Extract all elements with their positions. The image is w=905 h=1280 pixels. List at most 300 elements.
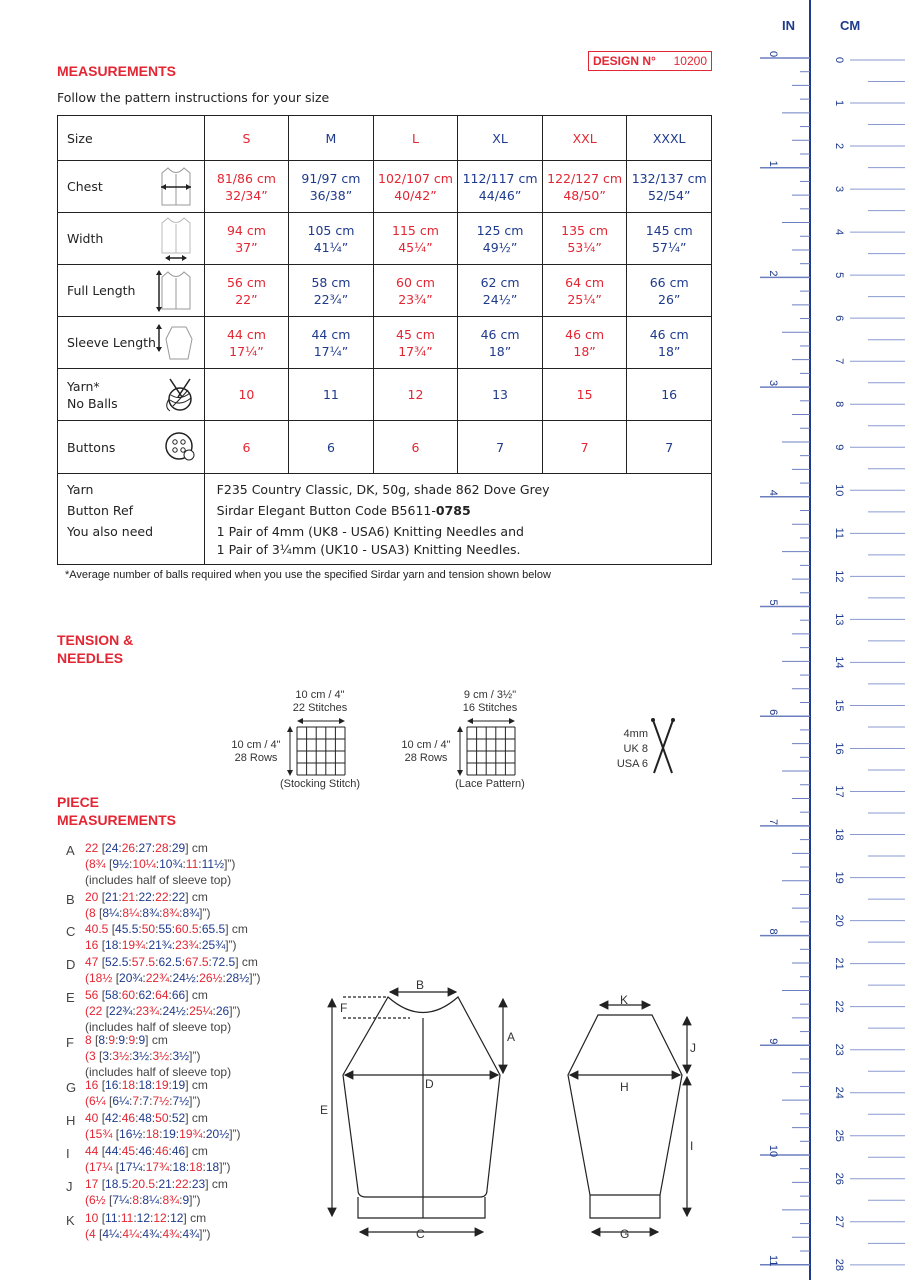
measure-row [58,265,712,317]
label-a: A [507,1030,516,1044]
measure-cell [458,213,543,265]
size-table [57,115,712,565]
cm-value: 60 cm [396,274,435,290]
row-label-text: Full Length [67,283,136,298]
piece-cm: 8 [8:9:9:9:9] cm [85,1033,168,1047]
swatch-rows: 28 Rows [234,752,278,764]
size-value: 9½ [112,857,130,871]
measure-row [58,161,712,213]
width-diagram-icon [156,217,196,261]
inch-value: 22” [235,291,258,307]
piece-inches: (8¾ [9½:10¼:10¾:11:11½]”) [85,857,236,871]
size-value: 6¼ [112,1094,130,1108]
piece-letter: K [66,1213,75,1228]
cm-number: 18 [833,828,845,841]
inch-number: 0 [767,50,779,58]
inch-value: 36/38” [309,187,353,203]
inch-value: 18” [573,343,596,359]
yarn-label [58,369,205,421]
size-value: 10 [85,1211,99,1225]
piece-letter: I [66,1146,70,1161]
inch-number: 11 [767,1254,779,1267]
size-value: 3 [102,1049,110,1063]
size-xxl: XXL [542,116,627,161]
ruler [750,0,905,1280]
size-value: 3½ [172,1049,190,1063]
piece-inches: (17¼ [17¼:17¾:18:18:18]”) [85,1160,231,1174]
swatch-width-text: 10 cm / 4" [295,689,345,701]
size-value: 27 [138,841,152,855]
piece-letter: J [66,1179,73,1194]
row-label-text: Chest [67,179,103,194]
size-value: 7½ [152,1094,170,1108]
size-value: 17¾ [145,1160,170,1174]
size-value: 52 [171,1111,186,1125]
piece-letter: F [66,1035,74,1050]
ruler-in-label: IN [782,18,795,33]
size-value: 67.5 [185,955,209,969]
swatch-stitches: 16 Stitches [462,702,518,714]
size-value: 20.5 [131,1177,156,1191]
cm-number: 22 [833,1000,845,1013]
size-value: 8¼ [122,906,140,920]
buttons-label-text: Buttons [67,439,116,455]
piece-cm: 47 [52.5:57.5:62.5:67.5:72.5] cm [85,955,258,969]
piece-cm: 17 [18.5:20.5:21:22:23] cm [85,1177,228,1191]
size-value: 18 [172,1160,186,1174]
inch-value: 52/54” [647,187,691,203]
size-value: 22 [85,841,99,855]
size-value: 18 [121,1078,136,1092]
size-value: 44 [85,1144,99,1158]
paren: ( [85,857,89,871]
size-value: 23¾ [135,1004,160,1018]
buttons-row [58,421,712,474]
size-value: 56 [85,988,99,1002]
tension-title [57,631,133,667]
size-value: 18 [105,938,119,952]
size-value: 42 [105,1111,119,1125]
inch-value: 25¼” [567,291,602,307]
cm-number: 14 [833,656,845,669]
size-value: 46 [138,1144,152,1158]
inch-number: 3 [767,380,779,387]
size-value: 19 [155,1078,169,1092]
size-value: 20¾ [119,971,143,985]
size-value: 3½ [152,1049,170,1063]
swatch-rows: 28 Rows [404,752,448,764]
measure-cell [289,213,374,265]
yarn-xl: 13 [458,369,543,421]
size-value: 58 [105,988,119,1002]
size-value: 50 [141,922,156,936]
ruler-cm-label: CM [840,18,861,33]
yarn-xxl: 15 [542,369,627,421]
yarn-l: 12 [373,369,458,421]
piece-cm: 22 [24:26:27:28:29] cm [85,841,208,855]
yarn-m: 11 [289,369,374,421]
size-value: 3½ [132,1049,150,1063]
size-value: 8¾ [142,906,160,920]
cm-number: 28 [833,1258,845,1271]
swatch-height [400,739,452,765]
size-value: 7¼ [112,1193,130,1207]
size-value: 25¼ [189,1004,213,1018]
needles-1: 1 Pair of 4mm (UK8 - USA6) Knitting Needles and [216,524,524,539]
size-value: 72.5 [211,955,236,969]
inch-number: 2 [767,270,779,277]
piece-cm: 16 [16:18:18:19:19] cm [85,1078,208,1092]
size-value: 66 [171,988,186,1002]
measure-row [58,213,712,265]
size-value: 26½ [199,971,223,985]
cm-value: 105 cm [307,222,355,238]
size-value: 28 [155,841,169,855]
measure-row [58,317,712,369]
cm-value: 132/137 cm [631,170,707,186]
piece-note: (includes half of sleeve top) [85,1020,232,1034]
cm-number: 10 [833,484,845,497]
size-value: 18 [189,1160,203,1174]
size-value: 4¼ [102,1227,120,1241]
cm-value: 45 cm [396,326,435,342]
size-value: 15¾ [89,1127,113,1141]
size-value: 16½ [119,1127,143,1141]
measure-cell [373,317,458,369]
size-value: 17 [85,1177,99,1191]
yarn-s: 10 [204,369,289,421]
size-value: 9 [118,1033,126,1047]
size-value: 21¾ [148,938,172,952]
measure-cell [627,161,712,213]
inch-value: 40/42” [394,187,437,203]
swatch-height-text: 10 cm / 4" [401,739,451,751]
measurements-intro: Follow the pattern instructions for your size [57,90,330,105]
size-s: S [204,116,289,161]
buttons-xxl: 7 [542,421,627,474]
inch-value: 17¾” [398,343,433,359]
piece-cm: 20 [21:21:22:22:22] cm [85,890,208,904]
piece-letter: E [66,990,75,1005]
yarn-ref-label: Yarn [67,482,94,497]
size-value: 7 [142,1094,150,1108]
size-value: 22 [171,890,186,904]
buttons-s: 6 [204,421,289,474]
inch-number: 5 [767,599,779,606]
measure-cell [542,265,627,317]
piece-inches: (6½ [7¼:8:8¼:8¾:9]”) [85,1193,201,1207]
inch-number: 1 [767,160,779,167]
swatch-grid-icon [455,717,525,777]
size-value: 26 [121,841,136,855]
swatch-name: (Lace Pattern) [455,778,525,790]
size-value: 11 [120,1211,134,1225]
paren: ( [85,906,89,920]
piece-cm: 40.5 [45.5:50:55:60.5:65.5] cm [85,922,248,936]
size-value: 8 [89,906,96,920]
measurements-title: MEASUREMENTS [57,63,177,79]
cm-number: 9 [833,444,845,451]
size-value: 8¼ [142,1193,160,1207]
label-f: F [340,1001,348,1015]
size-value: 29 [171,841,186,855]
size-value: 21 [105,890,119,904]
size-value: 22 [138,890,152,904]
label-b: B [416,978,425,992]
cm-number: 19 [833,871,845,884]
also-need-label: You also need [67,524,154,539]
size-value: 4¾ [142,1227,160,1241]
size-value: 19¾ [121,938,146,952]
size-value: 18.5 [105,1177,129,1191]
size-m: M [289,116,374,161]
size-value: 46 [121,1111,136,1125]
sleeve-diagram-icon [156,321,196,365]
inch-value: 41¼” [313,239,349,255]
size-value: 6¼ [89,1094,106,1108]
cm-number: 11 [833,527,845,540]
piece-note: (includes half of sleeve top) [85,873,232,887]
piece-cm: 10 [11:11:12:12:12] cm [85,1211,207,1225]
measure-cell [458,161,543,213]
swatch-name: (Stocking Stitch) [279,778,361,790]
paren: ( [85,1094,89,1108]
size-value: 7 [132,1094,140,1108]
size-value: 28½ [225,971,250,985]
swatch-stitches: 22 Stitches [292,702,348,714]
cm-number: 5 [833,272,845,279]
needles-2: 1 Pair of 3¼mm (UK10 - USA3) Knitting Needles. [216,542,521,557]
size-value: 8 [132,1193,140,1207]
cm-value: 64 cm [565,274,605,290]
piece-title-1: PIECE [57,794,100,810]
footnote: *Average number of balls required when you use the specified Sirdar yarn and tension shown below [65,569,551,581]
measure-cell [542,161,627,213]
size-value: 11 [185,857,199,871]
size-value: 47 [85,955,99,969]
piece-inches: (15¾ [16½:18:19:19¾:20½]”) [85,1127,241,1141]
length-diagram-icon [156,269,196,313]
needle-sizes [612,727,648,772]
measure-cell [542,317,627,369]
row-label [58,213,205,265]
size-value: 25¾ [201,938,226,952]
buttons-xxxl: 7 [627,421,712,474]
row-label [58,317,205,369]
measure-cell [373,213,458,265]
size-value: 12 [170,1211,184,1225]
size-value: 8¾ [182,906,200,920]
yarn-label-2: No Balls [67,395,118,411]
paren: ( [85,1127,89,1141]
size-value: 8¾ [89,857,106,871]
yarn-ref: F235 Country Classic, DK, 50g, shade 862 Dove Grey [216,482,550,497]
materials-labels [58,474,205,565]
cm-number: 12 [833,570,845,583]
materials-values [204,474,711,565]
paren: ( [85,1049,89,1063]
size-value: 18 [138,1078,152,1092]
piece-cm: 40 [42:46:48:50:52] cm [85,1111,208,1125]
label-k: K [620,993,629,1007]
size-value: 65.5 [201,922,226,936]
size-value: 44 [105,1144,119,1158]
button-icon [164,431,196,463]
size-value: 24 [105,841,119,855]
size-value: 4 [89,1227,96,1241]
piece-inches: (22 [22¾:23¾:24½:25¼:26]”) [85,1004,241,1018]
size-value: 9 [108,1033,116,1047]
size-value: 57.5 [131,955,156,969]
size-value: 21 [158,1177,172,1191]
size-value: 4¾ [162,1227,180,1241]
cm-number: 16 [833,742,845,755]
size-label: Size [58,116,205,161]
paren: ( [85,971,89,985]
size-value: 23 [191,1177,206,1191]
buttons-label [58,421,205,474]
piece-inches: (18½ [20¾:22¾:24½:26½:28½]”) [85,971,261,985]
cm-value: 115 cm [392,222,439,238]
size-value: 19¾ [179,1127,203,1141]
cm-number: 27 [833,1215,845,1228]
size-value: 16 [85,1078,99,1092]
inch-value: 32/34” [225,187,268,203]
size-value: 7½ [172,1094,190,1108]
piece-letter: G [66,1080,77,1095]
inch-number: 6 [767,709,779,716]
button-ref-code: 0785 [435,503,471,518]
tension-title-2: NEEDLES [57,650,124,666]
size-value: 11 [105,1211,118,1225]
piece-letter: A [66,843,75,858]
cm-value: 62 cm [480,274,520,290]
inch-value: 45¼” [398,239,433,255]
size-value: 46 [155,1144,169,1158]
size-value: 11½ [201,857,225,871]
row-label [58,161,205,213]
yarn-row [58,369,712,421]
cm-value: 135 cm [561,222,609,238]
size-value: 22¾ [145,971,170,985]
piece-cm: 56 [58:60:62:64:66] cm [85,988,208,1002]
size-value: 16 [85,938,99,952]
size-value: 62.5 [158,955,182,969]
size-value: 60 [121,988,136,1002]
measure-cell [289,265,374,317]
swatch-grid-icon [285,717,355,777]
body-piece [332,992,503,1232]
row-label-text: Width [67,231,104,246]
inch-value: 24½” [482,291,518,307]
yarn-ball-icon [164,377,196,413]
inch-number: 9 [767,1038,779,1045]
cm-value: 46 cm [649,326,689,342]
inch-value: 26” [658,291,681,307]
cm-value: 66 cm [649,274,689,290]
cm-value: 125 cm [476,222,524,238]
size-value: 18 [145,1127,160,1141]
cm-number: 26 [833,1172,845,1185]
inch-number: 10 [767,1144,779,1158]
piece-inches: (6¼ [6¼:7:7:7½:7½]”) [85,1094,201,1108]
inch-value: 17¼” [229,343,264,359]
size-value: 26 [215,1004,230,1018]
cm-value: 122/127 cm [547,170,623,186]
chest-diagram-icon [156,165,196,209]
size-value: 20 [85,890,99,904]
cm-value: 46 cm [565,326,605,342]
design-number [588,51,712,71]
cm-value: 145 cm [645,222,693,238]
piece-cm: 44 [44:45:46:46:46] cm [85,1144,208,1158]
cm-value: 46 cm [480,326,520,342]
measure-cell [289,317,374,369]
size-value: 4¼ [122,1227,140,1241]
buttons-xl: 7 [458,421,543,474]
size-xxxl: XXXL [627,116,712,161]
size-value: 62 [138,988,152,1002]
size-value: 24½ [162,1004,186,1018]
size-value: 22 [175,1177,189,1191]
inch-number: 8 [767,928,779,935]
cm-value: 81/86 cm [216,170,276,186]
cm-number: 4 [833,229,845,236]
label-c: C [416,1227,425,1241]
tension-title-1: TENSION & [57,632,134,648]
inch-value: 48/50” [563,187,606,203]
cm-value: 94 cm [226,222,266,238]
size-value: 12 [136,1211,151,1225]
cm-number: 20 [833,914,845,927]
cm-number: 24 [833,1086,845,1099]
diagram-labels [320,978,696,1241]
cm-value: 44 cm [311,326,351,342]
cm-number: 13 [833,613,845,626]
size-value: 9 [182,1193,190,1207]
size-value: 22 [89,1004,103,1018]
measure-cell [204,161,289,213]
inch-value: 53¼” [567,239,602,255]
swatch-height-text: 10 cm / 4" [231,739,281,751]
needle-uk: UK 8 [623,743,648,755]
size-value: 8¾ [162,906,180,920]
piece-inches: (4 [4¼:4¼:4¾:4¾:4¾]”) [85,1227,211,1241]
inch-number: 7 [767,818,779,825]
size-value: 16 [105,1078,119,1092]
measure-cell [458,317,543,369]
cm-number: 6 [833,315,845,322]
inch-value: 23¾” [398,291,433,307]
size-value: 3½ [112,1049,130,1063]
inch-value: 44/46” [478,187,522,203]
measure-cell [627,317,712,369]
knitting-needles-icon [650,717,676,775]
label-d: D [425,1077,434,1091]
cm-number: 21 [833,957,845,970]
needles-list [217,523,702,559]
inch-value: 18” [658,343,681,359]
cm-number: 15 [833,699,845,712]
button-ref-label: Button Ref [67,503,134,518]
measure-cell [204,317,289,369]
size-value: 8 [85,1033,92,1047]
size-value: 55 [158,922,172,936]
size-value: 24½ [172,971,196,985]
cm-number: 17 [833,785,845,798]
size-value: 17¼ [89,1160,113,1174]
measure-cell [373,265,458,317]
